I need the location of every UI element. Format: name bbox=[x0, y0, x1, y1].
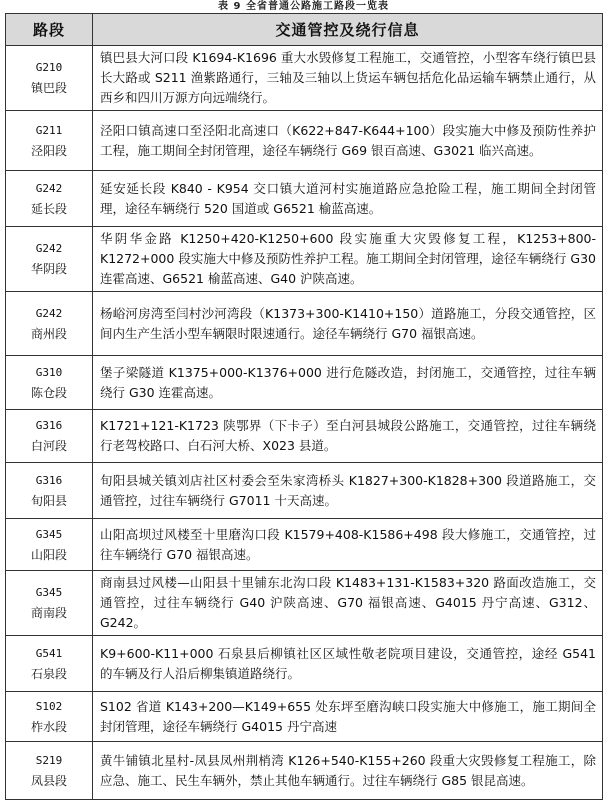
road-section: 华阴段 bbox=[30, 262, 67, 276]
road-section: 陈仓段 bbox=[30, 385, 67, 400]
road-code: S219 bbox=[35, 753, 63, 767]
table-row bbox=[6, 171, 603, 227]
road-code: G211 bbox=[35, 123, 63, 137]
road-section: 柞水段 bbox=[30, 719, 67, 734]
info-cell: 华阴华金路 K1250+420-K1250+600 段实施重大灾毁修复工程，K1253+800-K1272+000 段实施大中修及预防性养护工程。施工期间全封闭管理，途径车辆绕行 G30 连霍高速、G6521 榆蓝高速、G40 沪陕高速。 bbox=[93, 227, 603, 292]
road-cell bbox=[6, 356, 93, 410]
info-cell: 延安延长段 K840 - K954 交口镇大道河村实施道路应急抢险工程，施工期间全封闭管理，途径车辆绕行 520 国道或 G6521 榆蓝高速。 bbox=[93, 171, 603, 227]
road-cell bbox=[6, 463, 93, 519]
info-cell: 黄牛铺镇北星村-凤县凤州荆梢湾 K126+540-K155+260 段重大灾毁修复工程施工，除应急、施工、民生车辆外，禁止其他车辆通行。过往车辆绕行 G85 银昆高速。 bbox=[93, 742, 603, 800]
road-code: G242 bbox=[35, 181, 63, 195]
road-cell bbox=[6, 171, 93, 227]
table-row bbox=[6, 227, 603, 292]
road-section: 白河段 bbox=[30, 439, 67, 453]
road-section: 延长段 bbox=[30, 201, 67, 216]
table-row bbox=[6, 571, 603, 636]
table-row bbox=[6, 410, 603, 463]
table-row bbox=[6, 111, 603, 171]
info-cell: 泾阳口镇高速口至泾阳北高速口（K622+847-K644+100）段实施大中修及预防性养护工程，施工期间全封闭管理，途径车辆绕行 G69 银百高速、G3021 临兴高速。 bbox=[93, 111, 603, 171]
road-code: G242 bbox=[35, 306, 63, 320]
info-cell: 镇巴县大河口段 K1694-K1696 重大水毁修复工程施工，交通管控，小型客车绕行镇巴县长大路或 S211 渔紫路通行，三轴及三轴以上货运车辆包括危化品运输车辆禁止通行，从西乡和四川万源方向远端绕行。 bbox=[93, 46, 603, 111]
road-cell bbox=[6, 571, 93, 636]
road-code: G345 bbox=[35, 586, 63, 599]
road-cell bbox=[6, 227, 93, 292]
table-row bbox=[6, 46, 603, 111]
info-cell: 商南县过风楼—山阳县十里铺东北沟口段 K1483+131-K1583+320 路面改造施工，交通管控，过往车辆绕行 G40 沪陕高速、G70 福银高速、G4015 丹宁高速、G312、G242。 bbox=[93, 571, 603, 636]
road-code: G210 bbox=[35, 61, 63, 74]
header-road: 路段 bbox=[6, 14, 93, 46]
table-row bbox=[6, 356, 603, 410]
road-section: 镇巴段 bbox=[30, 81, 67, 95]
road-section: 石泉段 bbox=[30, 666, 67, 681]
road-cell bbox=[6, 692, 93, 742]
road-section: 商州段 bbox=[30, 326, 67, 341]
table-row bbox=[6, 692, 603, 742]
table-row bbox=[6, 742, 603, 800]
header-row bbox=[6, 14, 603, 46]
info-cell: K1721+121-K1723 陕鄂界（下卡子）至白河县城段公路施工，交通管控，过往车辆绕行老驾校路口、白石河大桥、X023 县道。 bbox=[93, 410, 603, 463]
table-row bbox=[6, 463, 603, 519]
road-cell bbox=[6, 111, 93, 171]
info-cell: 山阳高坝过风楼至十里磨沟口段 K1579+408-K1586+498 段大修施工，交通管控，过往车辆绕行 G70 福银高速。 bbox=[93, 519, 603, 571]
info-cell: 旬阳县城关镇刘店社区村委会至朱家湾桥头 K1827+300-K1828+300 段道路施工，交通管控，过往车辆绕行 G7011 十天高速。 bbox=[93, 463, 603, 519]
road-code: G242 bbox=[35, 242, 63, 255]
info-cell: K9+600-K11+000 石泉县后柳镇社区区域性敬老院项目建设，交通管控，途经 G541 的车辆及行人沿后柳集镇道路绕行。 bbox=[93, 636, 603, 692]
road-section: 商南段 bbox=[30, 606, 67, 620]
info-cell: 杨峪河房湾至闫村沙河湾段（K1373+300-K1410+150）道路施工，分段交通管控，区间内生产生活小型车辆限时限速通行。途径车辆绕行 G70 福银高速。 bbox=[93, 292, 603, 356]
info-cell: S102 省道 K143+200—K149+655 处东坪至磨沟峡口段实施大中修施工，施工期间全封闭管理，途径车辆绕行 G4015 丹宁高速 bbox=[93, 692, 603, 742]
road-section: 泾阳段 bbox=[30, 143, 67, 158]
road-code: G310 bbox=[35, 365, 63, 379]
road-code: G541 bbox=[35, 646, 63, 660]
road-code: G345 bbox=[35, 527, 63, 541]
info-cell: 堡子梁隧道 K1375+000-K1376+000 进行危隧改造，封闭施工，交通管控，过往车辆绕行 G30 连霍高速。 bbox=[93, 356, 603, 410]
table-row bbox=[6, 292, 603, 356]
table-caption: 表 9 全省普通公路施工路段一览表 bbox=[218, 1, 389, 12]
road-cell bbox=[6, 292, 93, 356]
road-section: 山阳段 bbox=[30, 547, 67, 562]
table-row bbox=[6, 519, 603, 571]
road-section: 凤县段 bbox=[30, 773, 67, 788]
road-cell bbox=[6, 410, 93, 463]
road-code: G316 bbox=[35, 473, 63, 487]
road-cell bbox=[6, 742, 93, 800]
road-cell bbox=[6, 519, 93, 571]
road-construction-table bbox=[5, 13, 603, 800]
table-row bbox=[6, 636, 603, 692]
road-code: G316 bbox=[35, 419, 63, 432]
road-section: 旬阳县 bbox=[30, 493, 67, 508]
road-cell bbox=[6, 636, 93, 692]
road-cell bbox=[6, 46, 93, 111]
road-code: S102 bbox=[35, 699, 63, 713]
header-info: 交通管控及绕行信息 bbox=[93, 14, 603, 46]
